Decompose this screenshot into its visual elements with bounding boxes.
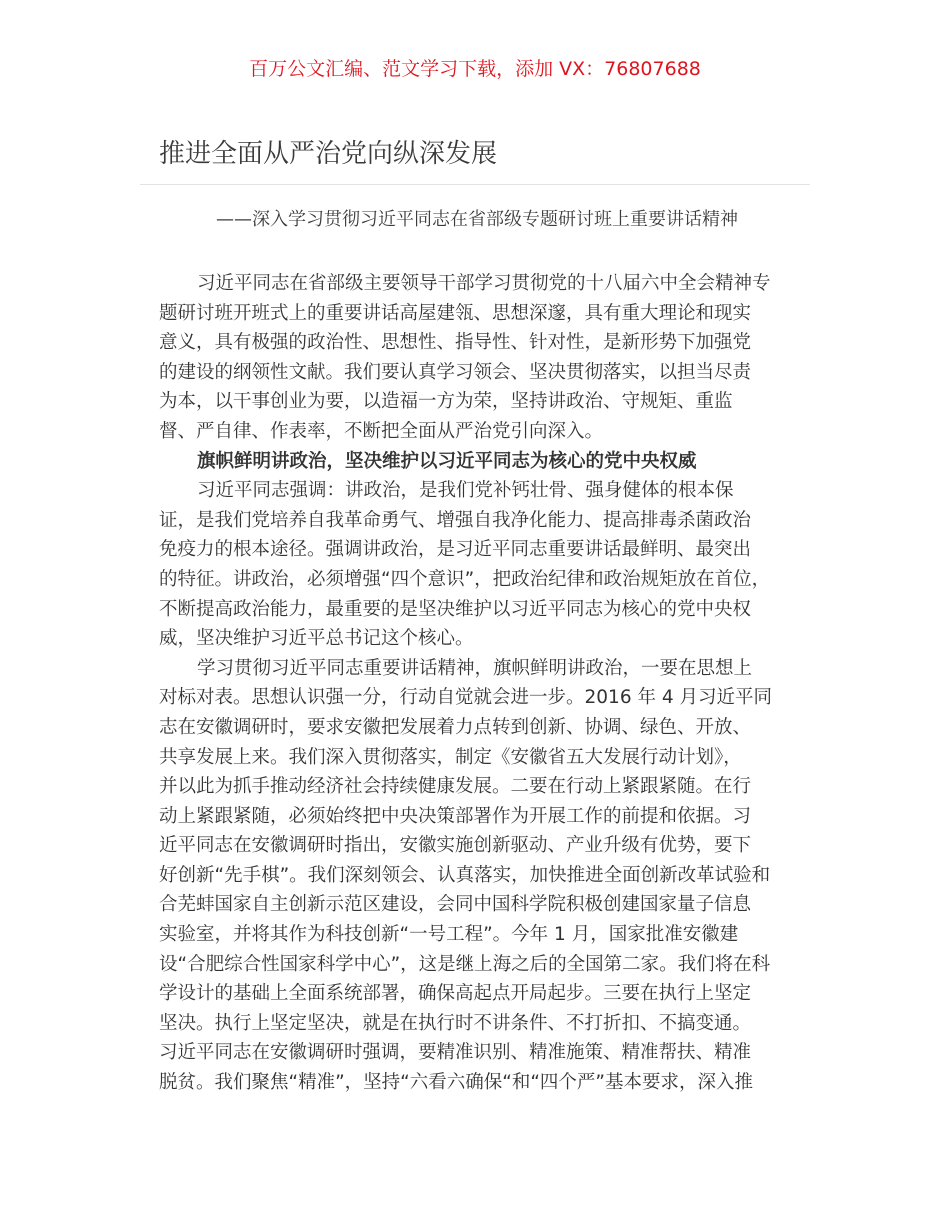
text-line: 威，坚决维护习近平总书记这个核心。 bbox=[159, 628, 474, 650]
text-line: 志在安徽调研时，要求安徽把发展着力点转到创新、协调、绿色、开放、 bbox=[159, 716, 752, 738]
text-line: 督、严自律、作表率，不断把全面从严治党引向深入。 bbox=[159, 420, 604, 442]
text-line: 习近平同志在省部级主要领导干部学习贯彻党的十八届六中全会精神专 bbox=[197, 273, 771, 294]
text-line: 旗帜鲜明讲政治，坚决维护以习近平同志为核心的党中央权威 bbox=[197, 450, 697, 472]
title-divider bbox=[140, 184, 810, 185]
text-line: 为本，以干事创业为要，以造福一方为荣，坚持讲政治、守规矩、重监 bbox=[159, 391, 733, 413]
text-line: 近平同志在安徽调研时指出，安徽实施创新驱动、产业升级有优势，要下 bbox=[159, 835, 752, 857]
text-line: 习近平同志在安徽调研时强调，要精准识别、精准施策、精准帮扶、精准 bbox=[159, 1042, 752, 1064]
text-line: 合芜蚌国家自主创新示范区建设，会同中国科学院积极创建国家量子信息 bbox=[159, 894, 752, 916]
paragraph bbox=[159, 654, 799, 1098]
text-line: 好创新“先手棋”。我们深刻领会、认真落实，加快推进全面创新改革试验和 bbox=[159, 864, 771, 886]
paragraph bbox=[159, 269, 799, 447]
document-body bbox=[159, 269, 799, 1098]
text-line: 学设计的基础上全面系统部署，确保高起点开局起步。三要在执行上坚定 bbox=[159, 983, 752, 1005]
text-line: 设“合肥综合性国家科学中心”，这是继上海之后的全国第二家。我们将在科 bbox=[159, 953, 771, 975]
text-line: 题研讨班开班式上的重要讲话高屋建瓴、思想深邃，具有重大理论和现实 bbox=[159, 302, 752, 324]
text-line: 脱贫。我们聚焦“精准”，坚持“六看六确保“和“四个严”基本要求，深入推 bbox=[159, 1072, 754, 1094]
document-title: 推进全面从严治党向纵深发展 bbox=[159, 139, 498, 169]
text-line: 习近平同志强调：讲政治，是我们党补钙壮骨、强身健体的根本保 bbox=[197, 480, 734, 502]
text-line: 的建设的纲领性文献。我们要认真学习领会、坚决贯彻落实，以担当尽责 bbox=[159, 361, 752, 383]
text-line: 学习贯彻习近平同志重要讲话精神，旗帜鲜明讲政治，一要在思想上 bbox=[197, 657, 753, 679]
text-line: 共享发展上来。我们深入贯彻落实，制定《安徽省五大发展行动计划》， bbox=[159, 746, 742, 768]
text-line: 并以此为抓手推动经济社会持续健康发展。二要在行动上紧跟紧随。在行 bbox=[159, 776, 752, 798]
watermark-banner: 百万公文汇编、范文学习下载，添加 VX：76807688 bbox=[249, 58, 701, 80]
text-line: 免疫力的根本途径。强调讲政治，是习近平同志重要讲话最鲜明、最突出 bbox=[159, 539, 752, 561]
paragraph bbox=[159, 476, 799, 654]
section-heading bbox=[159, 447, 799, 477]
text-line: 意义，具有极强的政治性、思想性、指导性、针对性，是新形势下加强党 bbox=[159, 332, 752, 354]
text-line: 坚决。执行上坚定坚决，就是在执行时不讲条件、不打折扣、不搞变通。 bbox=[159, 1012, 752, 1034]
text-line: 动上紧跟紧随，必须始终把中央决策部署作为开展工作的前提和依据。习 bbox=[159, 805, 752, 827]
text-line: 证，是我们党培养自我革命勇气、增强自我净化能力、提高排毒杀菌政治 bbox=[159, 509, 752, 531]
document-subtitle: ——深入学习贯彻习近平同志在省部级专题研讨班上重要讲话精神 bbox=[216, 209, 738, 230]
text-line: 实验室，并将其作为科技创新“一号工程”。今年 1 月，国家批准安徽建 bbox=[159, 924, 739, 946]
text-line: 不断提高政治能力，最重要的是坚决维护以习近平同志为核心的党中央权 bbox=[159, 598, 752, 620]
text-line: 对标对表。思想认识强一分，行动自觉就会进一步。2016 年 4 月习近平同 bbox=[159, 687, 772, 709]
text-line: 的特征。讲政治，必须增强“四个意识”，把政治纪律和政治规矩放在首位， bbox=[159, 568, 771, 590]
